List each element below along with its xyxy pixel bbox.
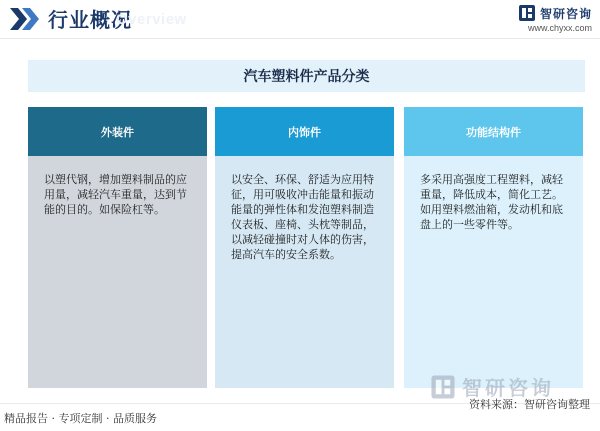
brand-url[interactable]: www.chyxx.com xyxy=(527,23,592,33)
header-divider xyxy=(0,38,600,39)
page-footer xyxy=(0,398,600,431)
chyxx-logo-icon xyxy=(430,374,456,400)
chart-title-bar xyxy=(28,60,585,92)
source-note: 资料来源：智研咨询整理 xyxy=(469,398,590,411)
brand-name: 智研咨询 xyxy=(539,6,592,21)
watermark-text: 智研咨询 xyxy=(462,376,554,400)
category-card-functional xyxy=(404,107,583,388)
category-description: 多采用高强度工程塑料，减轻重量，降低成本，简化工艺。如用塑料燃油箱，发动机和底盘上的一些零件等。 xyxy=(404,156,583,388)
page-header xyxy=(0,0,600,40)
section-title: 行业概况 xyxy=(48,8,132,32)
category-heading: 外装件 xyxy=(28,107,207,156)
category-card-interior xyxy=(215,107,394,388)
footer-slogan: 精品报告 · 专项定制 · 品质服务 xyxy=(4,412,157,425)
section-title-watermark: Overview xyxy=(116,11,187,28)
double-chevron-right-icon xyxy=(10,8,40,30)
category-card-exterior xyxy=(28,107,207,388)
category-description: 以安全、环保、舒适为应用特征，用可吸收冲击能量和振动能量的弹性体和发泡塑料制造仪表板、座椅、头枕等制品，以减轻碰撞时对人体的伤害，提高汽车的安全系数。 xyxy=(215,156,394,388)
brand-block[interactable] xyxy=(518,4,592,33)
category-heading: 内饰件 xyxy=(215,107,394,156)
chyxx-logo-icon xyxy=(518,4,536,22)
category-description: 以塑代钢，增加塑料制品的应用量，减轻汽车重量，达到节能的目的。如保险杠等。 xyxy=(28,156,207,388)
category-heading: 功能结构件 xyxy=(404,107,583,156)
page-title: 汽车塑料件产品分类 xyxy=(243,69,370,85)
